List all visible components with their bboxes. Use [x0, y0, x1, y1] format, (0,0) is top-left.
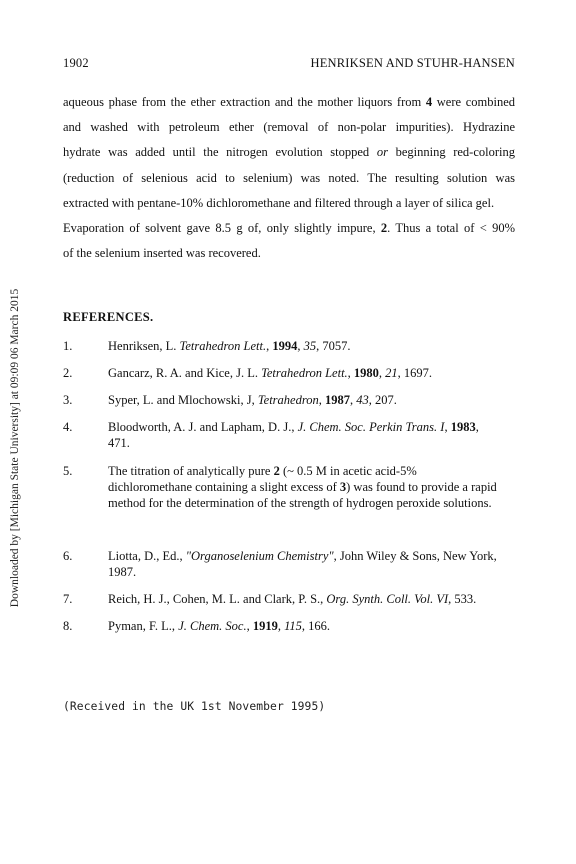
- reference-number: 1.: [63, 339, 73, 353]
- body-line-3: hydrate was added until the nitrogen evolution stopped or beginning red-coloring: [63, 145, 516, 160]
- page-number: 1902: [63, 56, 89, 70]
- reference-number: 3.: [63, 393, 73, 407]
- references-heading: REFERENCES.: [63, 310, 154, 324]
- reference-text: Reich, H. J., Cohen, M. L. and Clark, P. S., Org. Synth. Coll. Vol. VI, 533.: [108, 592, 477, 606]
- body-line-6: Evaporation of solvent gave 8.5 g of, only slightly impure, 2. Thus a total of < 90%: [63, 221, 515, 236]
- reference-number: 5.: [63, 464, 73, 478]
- reference-text: Syper, L. and Mlochowski, J, Tetrahedron, 1987, 43, 207.: [108, 393, 397, 407]
- reference-text: Henriksen, L. Tetrahedron Lett., 1994, 35, 7057.: [108, 339, 351, 353]
- reference-text: Liotta, D., Ed., "Organoselenium Chemistry", John Wiley & Sons, New York, 1987.: [108, 549, 497, 579]
- page-header: [63, 56, 515, 74]
- reference-number: 6.: [63, 549, 73, 563]
- reference-number: 4.: [63, 420, 73, 434]
- download-watermark: Downloaded by [Michigan State University] at 09:09 06 March 2015: [9, 288, 21, 608]
- reference-text: Pyman, F. L., J. Chem. Soc., 1919, 115, 166.: [108, 619, 331, 633]
- running-title: HENRIKSEN AND STUHR-HANSEN: [310, 56, 515, 70]
- body-line-1: aqueous phase from the ether extraction and the mother liquors from 4 were combined: [63, 95, 516, 109]
- reference-number: 8.: [63, 619, 73, 633]
- received-note: (Received in the UK 1st November 1995): [63, 700, 326, 713]
- body-line-2: and washed with petroleum ether (removal of non-polar impurities). Hydrazine: [63, 120, 515, 135]
- reference-number: 2.: [63, 366, 73, 380]
- body-line-4: (reduction of selenious acid to selenium) was noted. The resulting solution was: [63, 170, 515, 185]
- reference-text: Bloodworth, A. J. and Lapham, D. J., J. Chem. Soc. Perkin Trans. I, 1983, 471.: [108, 420, 479, 450]
- reference-text: Gancarz, R. A. and Kice, J. L. Tetrahedron Lett., 1980, 21, 1697.: [108, 366, 433, 380]
- body-paragraph: [63, 90, 515, 266]
- reference-number: 7.: [63, 592, 73, 606]
- body-line-5: extracted with pentane-10% dichloromethane and filtered through a layer of silica gel.: [63, 195, 495, 210]
- body-line-7: of the selenium inserted was recovered.: [63, 246, 261, 261]
- reference-text: The titration of analytically pure 2 (~ 0.5 M in acetic acid-5% dichloromethane containing a slight excess of 3) was found to provide a rapid method for the determination of the strength of hydrogen peroxide solutions.: [108, 464, 497, 510]
